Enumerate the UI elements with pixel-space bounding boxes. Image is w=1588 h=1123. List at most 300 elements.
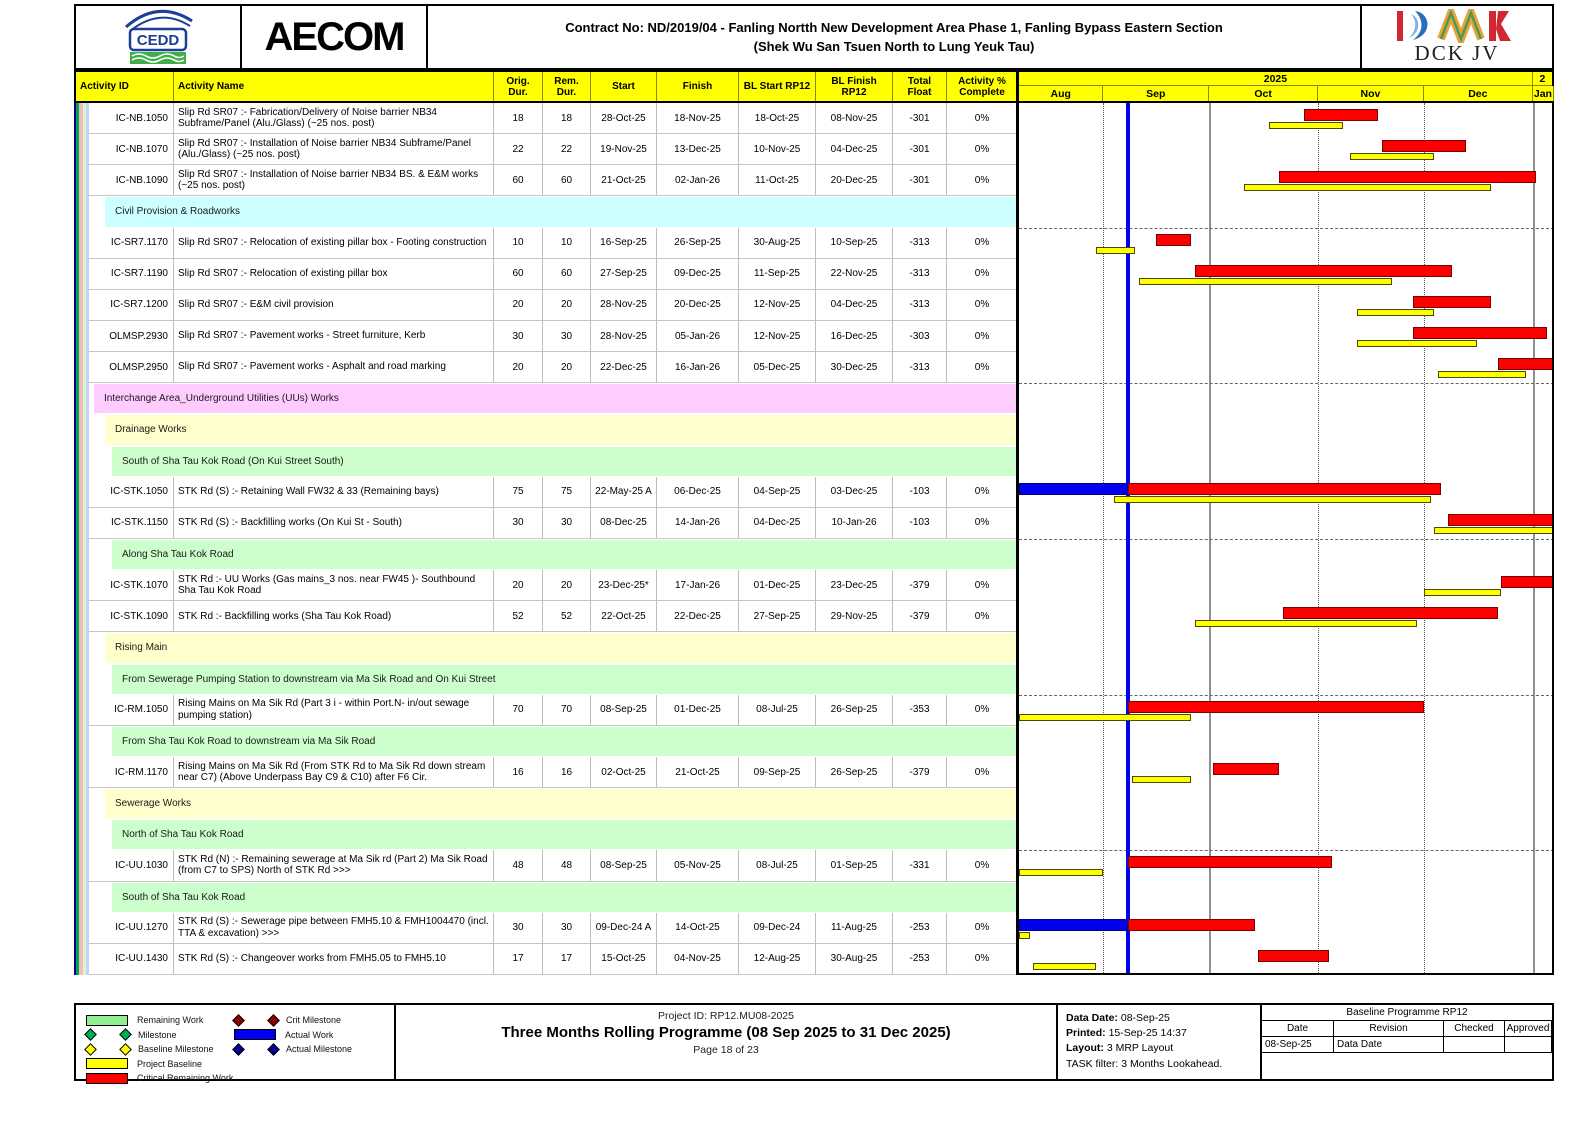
cell-orig-dur: 17	[494, 944, 543, 975]
cell-activity-name: Slip Rd SR07 :- Pavement works - Street furniture, Kerb	[174, 321, 494, 352]
cell-orig-dur: 75	[494, 477, 543, 508]
cell-finish: 20-Dec-25	[657, 290, 739, 321]
cell-pct-complete: 0%	[947, 944, 1018, 975]
gantt-bar-actual	[1019, 919, 1128, 931]
cell-orig-dur: 48	[494, 850, 543, 881]
cell-activity-name: Slip Rd SR07 :- Pavement works - Asphalt and road marking	[174, 352, 494, 383]
cell-activity-name: Slip Rd SR07 :- Relocation of existing pillar box - Footing construction	[174, 228, 494, 259]
activity-row	[76, 850, 1016, 881]
cell-activity-name: Slip Rd SR07 :- Installation of Noise barrier NB34 Subframe/Panel (Alu./Glass) (~25 nos. post)	[174, 134, 494, 165]
gantt-bar-critical-remaining	[1258, 950, 1328, 962]
crit-milestone-icon	[232, 1014, 245, 1027]
legend-label: Remaining Work	[137, 1015, 204, 1025]
activity-row	[76, 228, 1016, 259]
cell-finish: 14-Jan-26	[657, 508, 739, 539]
gantt-bar-actual	[1019, 483, 1128, 495]
activity-row	[76, 259, 1016, 290]
cell-activity-name: Rising Mains on Ma Sik Rd (Part 3 i - within Port.N- in/out sewage pumping station)	[174, 695, 494, 726]
cell-bl-finish: 16-Dec-25	[816, 321, 893, 352]
cell-activity-id: IC-NB.1090	[76, 165, 174, 196]
cell-bl-finish: 23-Dec-25	[816, 570, 893, 601]
legend-label: Critical Remaining Work	[137, 1073, 234, 1083]
baseline-row-cell: 08-Sep-25	[1262, 1037, 1334, 1053]
footer-info-box	[1056, 1003, 1262, 1081]
cell-activity-name: Slip Rd SR07 :- Fabrication/Delivery of Noise barrier NB34 Subframe/Panel (Alu./Glass) (~25 nos. post)	[174, 103, 494, 134]
gantt-bar-critical-remaining	[1382, 140, 1466, 152]
cell-start: 08-Dec-25	[591, 508, 657, 539]
section-band-cyan: Civil Provision & Roadworks	[105, 197, 1016, 226]
cell-rem-dur: 18	[543, 103, 591, 134]
cell-finish: 06-Dec-25	[657, 477, 739, 508]
cell-orig-dur: 22	[494, 134, 543, 165]
cell-pct-complete: 0%	[947, 352, 1018, 383]
cell-bl-start: 12-Nov-25	[739, 321, 816, 352]
cell-finish: 09-Dec-25	[657, 259, 739, 290]
cell-bl-finish: 30-Dec-25	[816, 352, 893, 383]
legend-label: Milestone	[138, 1029, 177, 1040]
cell-activity-id: IC-STK.1070	[76, 570, 174, 601]
column-header-activity-id: Activity ID	[76, 72, 174, 101]
cell-start: 19-Nov-25	[591, 134, 657, 165]
legend-item-project-baseline	[86, 1058, 202, 1070]
cell-bl-start: 08-Jul-25	[739, 850, 816, 881]
baseline-row-cell	[1444, 1037, 1505, 1053]
cell-rem-dur: 75	[543, 477, 591, 508]
baseline-table-title: Baseline Programme RP12	[1262, 1005, 1552, 1021]
activity-table-body	[74, 103, 1016, 975]
cell-finish: 26-Sep-25	[657, 228, 739, 259]
cell-bl-finish: 29-Nov-25	[816, 601, 893, 632]
activity-row	[76, 508, 1016, 539]
section-row	[76, 446, 1016, 477]
cell-bl-finish: 26-Sep-25	[816, 695, 893, 726]
next-year-cell: 2	[1533, 72, 1552, 86]
gantt-bar-critical-remaining	[1128, 701, 1424, 713]
cell-activity-name: STK Rd (S) :- Changeover works from FMH5.05 to FMH5.10	[174, 944, 494, 975]
actual-work-swatch	[234, 1029, 276, 1040]
gantt-bar-critical-remaining	[1448, 514, 1554, 526]
cell-total-float: -103	[893, 508, 947, 539]
activity-row	[76, 103, 1016, 134]
gantt-bar-baseline	[1033, 963, 1096, 970]
cell-bl-start: 01-Dec-25	[739, 570, 816, 601]
cell-orig-dur: 20	[494, 352, 543, 383]
cell-bl-finish: 11-Aug-25	[816, 913, 893, 944]
gantt-bar-baseline	[1350, 153, 1434, 160]
cell-orig-dur: 10	[494, 228, 543, 259]
cell-bl-finish: 03-Dec-25	[816, 477, 893, 508]
gantt-bar-critical-remaining	[1279, 171, 1536, 183]
page-header-band	[74, 4, 1554, 70]
gantt-bar-critical-remaining	[1501, 576, 1554, 588]
baseline-col-revision: Revision	[1334, 1021, 1444, 1037]
cell-activity-name: STK Rd (S) :- Backfilling works (On Kui St - South)	[174, 508, 494, 539]
gantt-bar-critical-remaining	[1156, 234, 1191, 246]
activity-row	[76, 165, 1016, 196]
actual-milestone-icon	[267, 1043, 280, 1056]
section-band-pink: Interchange Area_Underground Utilities (UUs) Works	[94, 384, 1016, 413]
cell-activity-name: STK Rd :- UU Works (Gas mains_3 nos. near FW45 )- Southbound Sha Tau Kok Road	[174, 570, 494, 601]
legend-item-crit-milestone	[234, 1014, 341, 1026]
gantt-bar-baseline	[1434, 527, 1554, 534]
cell-activity-name: Slip Rd SR07 :- E&M civil provision	[174, 290, 494, 321]
cell-finish: 05-Nov-25	[657, 850, 739, 881]
cell-finish: 22-Dec-25	[657, 601, 739, 632]
data-date-row	[1066, 1011, 1260, 1026]
column-header-start: Start	[591, 72, 657, 101]
section-band-green: North of Sha Tau Kok Road	[112, 820, 1016, 849]
data-date-value: 08-Sep-25	[1120, 1012, 1170, 1024]
cell-pct-complete: 0%	[947, 570, 1018, 601]
cell-pct-complete: 0%	[947, 913, 1018, 944]
sight-line	[1019, 850, 1554, 851]
footer-title-box	[394, 1003, 1058, 1081]
cell-bl-start: 12-Nov-25	[739, 290, 816, 321]
section-row	[76, 882, 1016, 913]
cell-finish: 17-Jan-26	[657, 570, 739, 601]
cell-orig-dur: 70	[494, 695, 543, 726]
cell-bl-start: 11-Oct-25	[739, 165, 816, 196]
cell-finish: 21-Oct-25	[657, 757, 739, 788]
data-date-line	[1126, 103, 1130, 975]
gantt-bar-baseline	[1195, 620, 1417, 627]
cell-orig-dur: 30	[494, 508, 543, 539]
cell-activity-id: IC-NB.1050	[76, 103, 174, 134]
column-header-activity-complete: Activity % Complete	[947, 72, 1018, 101]
activity-row	[76, 570, 1016, 601]
cell-activity-name: Slip Rd SR07 :- Installation of Noise barrier NB34 BS. & E&M works (~25 nos. post)	[174, 165, 494, 196]
layout-value: 3 MRP Layout	[1106, 1042, 1174, 1055]
section-row	[76, 196, 1016, 227]
cell-bl-start: 10-Nov-25	[739, 134, 816, 165]
gantt-bar-baseline	[1019, 932, 1030, 939]
cell-activity-name: Rising Mains on Ma Sik Rd (From STK Rd to Ma Sik Rd down stream near C7) (Above Underpass Bay C9 & C10) after F6 Cir.	[174, 757, 494, 788]
cell-activity-id: IC-SR7.1200	[76, 290, 174, 321]
gantt-bar-baseline	[1357, 340, 1477, 347]
cell-total-float: -301	[893, 165, 947, 196]
section-band-green: South of Sha Tau Kok Road (On Kui Street South)	[112, 447, 1016, 476]
cell-start: 08-Sep-25	[591, 850, 657, 881]
dckjv-logo-icon	[1397, 9, 1517, 43]
group-stripe-4	[86, 103, 89, 975]
column-header-total-float: Total Float	[893, 72, 947, 101]
cell-activity-id: IC-UU.1270	[76, 913, 174, 944]
section-band-green: From Sewerage Pumping Station to downstream via Ma Sik Road and On Kui Street	[112, 665, 1016, 694]
cell-total-float: -353	[893, 695, 947, 726]
gantt-bar-critical-remaining	[1128, 856, 1332, 868]
cell-orig-dur: 52	[494, 601, 543, 632]
cell-rem-dur: 70	[543, 695, 591, 726]
legend-item-actual-work	[234, 1029, 333, 1041]
activity-row	[76, 913, 1016, 944]
cell-bl-start: 12-Aug-25	[739, 944, 816, 975]
cell-rem-dur: 20	[543, 352, 591, 383]
legend-item-baseline-milestone	[86, 1043, 214, 1055]
cell-finish: 16-Jan-26	[657, 352, 739, 383]
month-cell-dec: Dec	[1424, 86, 1533, 101]
cell-rem-dur: 48	[543, 850, 591, 881]
cell-activity-name: STK Rd (S) :- Sewerage pipe between FMH5.10 & FMH1004470 (incl. TTA & excavation) >>>	[174, 913, 494, 944]
layout-row	[1066, 1041, 1260, 1056]
gantt-bar-baseline	[1357, 309, 1434, 316]
section-row	[76, 632, 1016, 663]
cell-pct-complete: 0%	[947, 477, 1018, 508]
cell-pct-complete: 0%	[947, 103, 1018, 134]
cell-activity-id: IC-STK.1090	[76, 601, 174, 632]
milestone-icon	[119, 1028, 132, 1041]
cell-pct-complete: 0%	[947, 134, 1018, 165]
printed-row	[1066, 1026, 1260, 1041]
cell-orig-dur: 20	[494, 290, 543, 321]
section-row	[76, 414, 1016, 445]
legend-label: Crit Milestone	[286, 1015, 342, 1025]
gantt-bar-baseline	[1096, 247, 1135, 254]
activity-row	[76, 321, 1016, 352]
cell-rem-dur: 30	[543, 913, 591, 944]
gantt-bar-critical-remaining	[1128, 483, 1441, 495]
cell-finish: 18-Nov-25	[657, 103, 739, 134]
cell-activity-id: IC-SR7.1190	[76, 259, 174, 290]
project-baseline-swatch	[86, 1058, 128, 1069]
cell-bl-finish: 10-Jan-26	[816, 508, 893, 539]
cell-orig-dur: 60	[494, 165, 543, 196]
cell-bl-finish: 30-Aug-25	[816, 944, 893, 975]
month-cell-oct: Oct	[1209, 86, 1318, 101]
cell-start: 09-Dec-24 A	[591, 913, 657, 944]
baseline-row-cell	[1505, 1037, 1552, 1053]
sight-line	[1019, 228, 1554, 229]
cell-activity-id: IC-STK.1050	[76, 477, 174, 508]
gantt-bar-baseline	[1019, 869, 1103, 876]
cell-orig-dur: 18	[494, 103, 543, 134]
cell-rem-dur: 30	[543, 321, 591, 352]
cell-finish: 01-Dec-25	[657, 695, 739, 726]
sight-line	[1019, 539, 1554, 540]
cell-bl-start: 04-Sep-25	[739, 477, 816, 508]
sight-line	[1019, 383, 1554, 384]
activity-row	[76, 290, 1016, 321]
task-filter-row: TASK filter: 3 Months Lookahead.	[1066, 1057, 1223, 1070]
legend-label: Baseline Milestone	[138, 1044, 214, 1054]
column-header-bl-finish-rp12: BL Finish RP12	[816, 72, 893, 101]
section-row	[76, 664, 1016, 695]
month-cell-nov: Nov	[1318, 86, 1424, 101]
cell-total-float: -303	[893, 321, 947, 352]
cell-activity-name: Slip Rd SR07 :- Relocation of existing pillar box	[174, 259, 494, 290]
cell-activity-id: IC-UU.1430	[76, 944, 174, 975]
cell-total-float: -301	[893, 103, 947, 134]
dckjv-logo	[1360, 6, 1552, 68]
gantt-bar-critical-remaining	[1213, 763, 1280, 775]
cell-rem-dur: 52	[543, 601, 591, 632]
cell-pct-complete: 0%	[947, 508, 1018, 539]
cell-orig-dur: 20	[494, 570, 543, 601]
baseline-revision-table	[1260, 1003, 1554, 1081]
report-title: Three Months Rolling Programme (08 Sep 2025 to 31 Dec 2025)	[501, 1024, 951, 1041]
contract-title-line2: (Shek Wu San Tsuen North to Lung Yeuk Tau)	[753, 39, 1035, 54]
cell-orig-dur: 30	[494, 321, 543, 352]
cell-rem-dur: 60	[543, 165, 591, 196]
legend-spacer	[243, 1020, 269, 1021]
month-cell-aug: Aug	[1019, 86, 1103, 101]
dckjv-logo-text: DCK JV	[1414, 40, 1500, 65]
activity-row	[76, 695, 1016, 726]
cell-pct-complete: 0%	[947, 165, 1018, 196]
baseline-milestone-icon	[84, 1043, 97, 1056]
legend-spacer	[243, 1049, 269, 1050]
cell-bl-start: 27-Sep-25	[739, 601, 816, 632]
section-band-green: South of Sha Tau Kok Road	[112, 883, 1016, 912]
section-row	[76, 726, 1016, 757]
printed-label: Printed:	[1066, 1027, 1106, 1040]
activity-row	[76, 601, 1016, 632]
sight-line	[1019, 695, 1554, 696]
cell-rem-dur: 16	[543, 757, 591, 788]
cell-total-float: -313	[893, 259, 947, 290]
cell-start: 16-Sep-25	[591, 228, 657, 259]
contract-title	[428, 6, 1360, 68]
section-row	[76, 383, 1016, 414]
cell-start: 27-Sep-25	[591, 259, 657, 290]
layout-label: Layout:	[1066, 1042, 1104, 1055]
timeline-header	[1019, 70, 1554, 103]
month-cell-sep: Sep	[1103, 86, 1209, 101]
gantt-bar-critical-remaining	[1413, 296, 1490, 308]
baseline-col-approved: Approved	[1505, 1021, 1552, 1037]
cell-start: 21-Oct-25	[591, 165, 657, 196]
cedd-logo-icon	[114, 7, 202, 67]
cell-total-float: -253	[893, 913, 947, 944]
cell-pct-complete: 0%	[947, 850, 1018, 881]
cell-bl-finish: 04-Dec-25	[816, 290, 893, 321]
cell-total-float: -313	[893, 352, 947, 383]
svg-text:CEDD: CEDD	[136, 32, 180, 49]
cell-pct-complete: 0%	[947, 601, 1018, 632]
remaining-work-swatch	[86, 1015, 128, 1026]
cell-start: 22-Oct-25	[591, 601, 657, 632]
cell-bl-start: 08-Jul-25	[739, 695, 816, 726]
activity-row	[76, 134, 1016, 165]
section-row	[76, 539, 1016, 570]
cell-pct-complete: 0%	[947, 228, 1018, 259]
cell-activity-id: IC-SR7.1170	[76, 228, 174, 259]
gantt-bar-critical-remaining	[1128, 919, 1255, 931]
aecom-logo-text: AECOM	[264, 14, 404, 59]
gantt-panel	[1019, 103, 1554, 975]
cell-start: 02-Oct-25	[591, 757, 657, 788]
section-band-yellow: Drainage Works	[105, 415, 1016, 444]
cell-pct-complete: 0%	[947, 321, 1018, 352]
cell-orig-dur: 16	[494, 757, 543, 788]
gantt-bar-baseline	[1244, 184, 1490, 191]
legend-label: Actual Work	[285, 1029, 334, 1040]
critical-remaining-work-swatch	[86, 1073, 128, 1084]
aecom-logo	[242, 6, 428, 68]
cell-activity-id: IC-UU.1030	[76, 850, 174, 881]
cell-pct-complete: 0%	[947, 757, 1018, 788]
legend-spacer	[95, 1049, 121, 1050]
cell-activity-name: STK Rd (S) :- Retaining Wall FW32 & 33 (Remaining bays)	[174, 477, 494, 508]
cell-start: 28-Oct-25	[591, 103, 657, 134]
project-id: Project ID: RP12.MU08-2025	[658, 1010, 794, 1022]
section-band-yellow: Rising Main	[105, 633, 1016, 662]
legend-item-actual-milestone	[234, 1043, 352, 1055]
cell-start: 23-Dec-25*	[591, 570, 657, 601]
baseline-col-date: Date	[1262, 1021, 1334, 1037]
legend-spacer	[95, 1034, 121, 1035]
page-number: Page 18 of 23	[693, 1044, 759, 1056]
cell-bl-finish: 04-Dec-25	[816, 134, 893, 165]
gantt-bar-critical-remaining	[1195, 265, 1452, 277]
section-band-green: Along Sha Tau Kok Road	[112, 540, 1016, 569]
cell-pct-complete: 0%	[947, 290, 1018, 321]
gantt-bar-baseline	[1269, 122, 1343, 129]
table-column-headers	[74, 70, 1016, 103]
column-header-rem-dur-: Rem. Dur.	[543, 72, 591, 101]
cell-bl-finish: 26-Sep-25	[816, 757, 893, 788]
cell-start: 22-May-25 A	[591, 477, 657, 508]
cell-bl-start: 11-Sep-25	[739, 259, 816, 290]
section-row	[76, 819, 1016, 850]
month-cell-jan: Jan	[1533, 86, 1554, 101]
cell-bl-finish: 22-Nov-25	[816, 259, 893, 290]
section-band-green: From Sha Tau Kok Road to downstream via Ma Sik Road	[112, 727, 1016, 756]
milestone-icon	[84, 1028, 97, 1041]
cell-finish: 14-Oct-25	[657, 913, 739, 944]
cell-total-float: -253	[893, 944, 947, 975]
activity-row	[76, 944, 1016, 975]
cell-start: 08-Sep-25	[591, 695, 657, 726]
cell-pct-complete: 0%	[947, 695, 1018, 726]
cell-finish: 05-Jan-26	[657, 321, 739, 352]
cell-start: 28-Nov-25	[591, 290, 657, 321]
actual-milestone-icon	[232, 1043, 245, 1056]
column-header-finish: Finish	[657, 72, 739, 101]
contract-title-line1: Contract No: ND/2019/04 - Fanling Nortth New Development Area Phase 1, Fanling Bypass Eastern Section	[565, 19, 1223, 35]
activity-row	[76, 352, 1016, 383]
baseline-col-checked: Checked	[1444, 1021, 1505, 1037]
gantt-bar-baseline	[1114, 496, 1431, 503]
legend-label: Actual Milestone	[286, 1044, 353, 1054]
column-header-bl-start-rp12: BL Start RP12	[739, 72, 816, 101]
legend-box	[74, 1003, 396, 1081]
baseline-row-cell: Data Date	[1334, 1037, 1444, 1053]
cell-bl-start: 04-Dec-25	[739, 508, 816, 539]
cell-start: 15-Oct-25	[591, 944, 657, 975]
cell-start: 22-Dec-25	[591, 352, 657, 383]
cell-orig-dur: 30	[494, 913, 543, 944]
column-header-orig-dur-: Orig. Dur.	[494, 72, 543, 101]
legend-label: Project Baseline	[137, 1058, 203, 1069]
cell-bl-start: 09-Dec-24	[739, 913, 816, 944]
cell-activity-name: STK Rd (N) :- Remaining sewerage at Ma Sik rd (Part 2) Ma Sik Road (from C7 to SPS) North of STK Rd >>>	[174, 850, 494, 881]
cell-rem-dur: 60	[543, 259, 591, 290]
cell-activity-id: IC-NB.1070	[76, 134, 174, 165]
gantt-bar-critical-remaining	[1498, 358, 1554, 370]
cell-bl-finish: 10-Sep-25	[816, 228, 893, 259]
gantt-bar-critical-remaining	[1413, 327, 1547, 339]
cell-total-float: -103	[893, 477, 947, 508]
gantt-bar-baseline	[1019, 714, 1191, 721]
legend-item-milestone	[86, 1029, 177, 1041]
section-row	[76, 788, 1016, 819]
gantt-bar-baseline	[1424, 589, 1501, 596]
cell-bl-finish: 08-Nov-25	[816, 103, 893, 134]
cell-bl-start: 05-Dec-25	[739, 352, 816, 383]
cell-rem-dur: 10	[543, 228, 591, 259]
gantt-bar-baseline	[1438, 371, 1526, 378]
cell-bl-start: 09-Sep-25	[739, 757, 816, 788]
